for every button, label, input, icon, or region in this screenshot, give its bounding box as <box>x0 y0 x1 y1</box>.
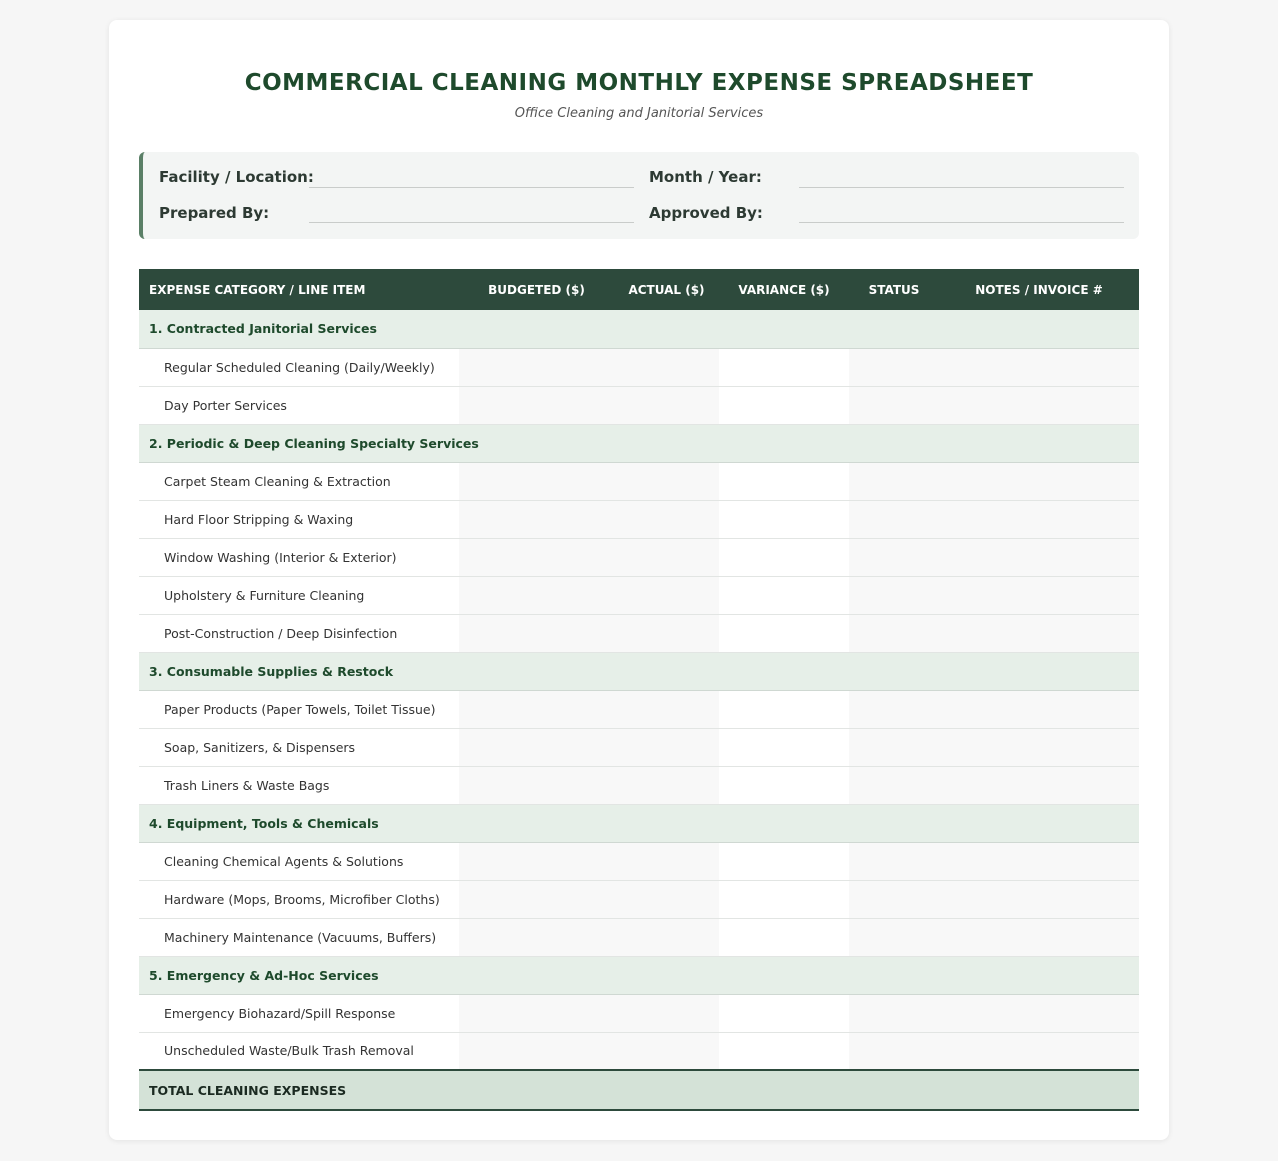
variance-cell[interactable] <box>719 576 849 614</box>
table-row <box>139 728 1139 766</box>
variance-cell[interactable] <box>719 614 849 652</box>
budgeted-cell[interactable] <box>459 994 614 1032</box>
budgeted-cell[interactable] <box>459 766 614 804</box>
category-title: 3. Consumable Supplies & Restock <box>139 652 1139 690</box>
table-row <box>139 918 1139 956</box>
notes-cell[interactable] <box>939 728 1139 766</box>
column-header-budgeted: BUDGETED ($) <box>459 269 614 310</box>
total-label: TOTAL CLEANING EXPENSES <box>139 1070 459 1110</box>
notes-cell[interactable] <box>939 1032 1139 1070</box>
actual-cell[interactable] <box>614 576 719 614</box>
budgeted-cell[interactable] <box>459 500 614 538</box>
variance-cell[interactable] <box>719 690 849 728</box>
total-actual-cell[interactable] <box>614 1070 719 1110</box>
actual-cell[interactable] <box>614 1032 719 1070</box>
notes-cell[interactable] <box>939 918 1139 956</box>
prepared-by-label: Prepared By: <box>159 204 270 222</box>
notes-cell[interactable] <box>939 994 1139 1032</box>
table-body <box>139 310 1139 1110</box>
budgeted-cell[interactable] <box>459 614 614 652</box>
actual-cell[interactable] <box>614 728 719 766</box>
variance-cell[interactable] <box>719 918 849 956</box>
total-row <box>139 1070 1139 1110</box>
variance-cell[interactable] <box>719 880 849 918</box>
line-item-label: Day Porter Services <box>139 386 459 424</box>
column-header-actual: ACTUAL ($) <box>614 269 719 310</box>
status-cell[interactable] <box>849 576 939 614</box>
table-row <box>139 538 1139 576</box>
budgeted-cell[interactable] <box>459 462 614 500</box>
line-item-label: Window Washing (Interior & Exterior) <box>139 538 459 576</box>
notes-cell[interactable] <box>939 538 1139 576</box>
notes-cell[interactable] <box>939 500 1139 538</box>
budgeted-cell[interactable] <box>459 880 614 918</box>
status-cell[interactable] <box>849 918 939 956</box>
status-cell[interactable] <box>849 386 939 424</box>
category-title: 4. Equipment, Tools & Chemicals <box>139 804 1139 842</box>
month-year-field[interactable] <box>799 187 1124 188</box>
variance-cell[interactable] <box>719 842 849 880</box>
approved-by-field[interactable] <box>799 222 1124 223</box>
table-row <box>139 842 1139 880</box>
status-cell[interactable] <box>849 614 939 652</box>
budgeted-cell[interactable] <box>459 538 614 576</box>
info-row-1 <box>143 168 1139 192</box>
line-item-label: Cleaning Chemical Agents & Solutions <box>139 842 459 880</box>
prepared-by-field[interactable] <box>309 222 634 223</box>
facility-label: Facility / Location: <box>159 168 314 186</box>
actual-cell[interactable] <box>614 462 719 500</box>
table-row <box>139 462 1139 500</box>
actual-cell[interactable] <box>614 880 719 918</box>
actual-cell[interactable] <box>614 614 719 652</box>
status-cell[interactable] <box>849 766 939 804</box>
table-row <box>139 880 1139 918</box>
table-row <box>139 690 1139 728</box>
variance-cell[interactable] <box>719 994 849 1032</box>
column-header-notes: NOTES / INVOICE # <box>939 269 1139 310</box>
status-cell[interactable] <box>849 500 939 538</box>
category-row <box>139 310 1139 348</box>
column-header-category: EXPENSE CATEGORY / LINE ITEM <box>139 269 459 310</box>
category-row <box>139 804 1139 842</box>
category-row <box>139 652 1139 690</box>
approved-by-label: Approved By: <box>649 204 763 222</box>
total-status-cell[interactable] <box>849 1070 939 1110</box>
notes-cell[interactable] <box>939 462 1139 500</box>
status-cell[interactable] <box>849 842 939 880</box>
status-cell[interactable] <box>849 880 939 918</box>
budgeted-cell[interactable] <box>459 348 614 386</box>
category-title: 1. Contracted Janitorial Services <box>139 310 1139 348</box>
table-row <box>139 576 1139 614</box>
notes-cell[interactable] <box>939 348 1139 386</box>
actual-cell[interactable] <box>614 766 719 804</box>
variance-cell[interactable] <box>719 538 849 576</box>
notes-cell[interactable] <box>939 576 1139 614</box>
status-cell[interactable] <box>849 348 939 386</box>
actual-cell[interactable] <box>614 386 719 424</box>
budgeted-cell[interactable] <box>459 1032 614 1070</box>
table-row <box>139 994 1139 1032</box>
variance-cell[interactable] <box>719 728 849 766</box>
line-item-label: Hardware (Mops, Brooms, Microfiber Cloths) <box>139 880 459 918</box>
info-panel <box>139 152 1139 239</box>
line-item-label: Soap, Sanitizers, & Dispensers <box>139 728 459 766</box>
line-item-label: Paper Products (Paper Towels, Toilet Tissue) <box>139 690 459 728</box>
status-cell[interactable] <box>849 728 939 766</box>
budgeted-cell[interactable] <box>459 728 614 766</box>
actual-cell[interactable] <box>614 348 719 386</box>
status-cell[interactable] <box>849 462 939 500</box>
notes-cell[interactable] <box>939 766 1139 804</box>
notes-cell[interactable] <box>939 880 1139 918</box>
status-cell[interactable] <box>849 690 939 728</box>
table-row <box>139 500 1139 538</box>
category-row <box>139 956 1139 994</box>
actual-cell[interactable] <box>614 690 719 728</box>
table-header-row <box>139 269 1139 310</box>
table-row <box>139 348 1139 386</box>
line-item-label: Trash Liners & Waste Bags <box>139 766 459 804</box>
expense-sheet <box>109 20 1169 1140</box>
notes-cell[interactable] <box>939 386 1139 424</box>
variance-cell[interactable] <box>719 1032 849 1070</box>
line-item-label: Post-Construction / Deep Disinfection <box>139 614 459 652</box>
budgeted-cell[interactable] <box>459 842 614 880</box>
info-row-2 <box>143 204 1139 228</box>
variance-cell[interactable] <box>719 348 849 386</box>
line-item-label: Unscheduled Waste/Bulk Trash Removal <box>139 1032 459 1070</box>
column-header-status: STATUS <box>849 269 939 310</box>
category-row <box>139 424 1139 462</box>
actual-cell[interactable] <box>614 918 719 956</box>
page-subtitle: Office Cleaning and Janitorial Services <box>514 106 764 121</box>
notes-cell[interactable] <box>939 690 1139 728</box>
budgeted-cell[interactable] <box>459 386 614 424</box>
notes-cell[interactable] <box>939 842 1139 880</box>
column-header-variance: VARIANCE ($) <box>719 269 849 310</box>
variance-cell[interactable] <box>719 766 849 804</box>
line-item-label: Hard Floor Stripping & Waxing <box>139 500 459 538</box>
variance-cell[interactable] <box>719 500 849 538</box>
expense-table <box>139 269 1139 1111</box>
actual-cell[interactable] <box>614 500 719 538</box>
line-item-label: Regular Scheduled Cleaning (Daily/Weekly) <box>139 348 459 386</box>
table-row <box>139 614 1139 652</box>
line-item-label: Emergency Biohazard/Spill Response <box>139 994 459 1032</box>
status-cell[interactable] <box>849 994 939 1032</box>
budgeted-cell[interactable] <box>459 576 614 614</box>
month-year-label: Month / Year: <box>649 168 762 186</box>
line-item-label: Machinery Maintenance (Vacuums, Buffers) <box>139 918 459 956</box>
category-title: 2. Periodic & Deep Cleaning Specialty Services <box>139 424 1139 462</box>
page-title: COMMERCIAL CLEANING MONTHLY EXPENSE SPREADSHEET <box>244 70 1034 96</box>
actual-cell[interactable] <box>614 842 719 880</box>
table-row <box>139 766 1139 804</box>
status-cell[interactable] <box>849 1032 939 1070</box>
line-item-label: Upholstery & Furniture Cleaning <box>139 576 459 614</box>
variance-cell[interactable] <box>719 462 849 500</box>
table-row <box>139 1032 1139 1070</box>
budgeted-cell[interactable] <box>459 918 614 956</box>
line-item-label: Carpet Steam Cleaning & Extraction <box>139 462 459 500</box>
variance-cell[interactable] <box>719 386 849 424</box>
notes-cell[interactable] <box>939 614 1139 652</box>
table-row <box>139 386 1139 424</box>
status-cell[interactable] <box>849 538 939 576</box>
category-title: 5. Emergency & Ad-Hoc Services <box>139 956 1139 994</box>
total-budgeted-cell[interactable] <box>459 1070 614 1110</box>
facility-field[interactable] <box>309 187 634 188</box>
actual-cell[interactable] <box>614 538 719 576</box>
actual-cell[interactable] <box>614 994 719 1032</box>
total-variance-cell[interactable] <box>719 1070 849 1110</box>
budgeted-cell[interactable] <box>459 690 614 728</box>
total-notes-cell[interactable] <box>939 1070 1139 1110</box>
